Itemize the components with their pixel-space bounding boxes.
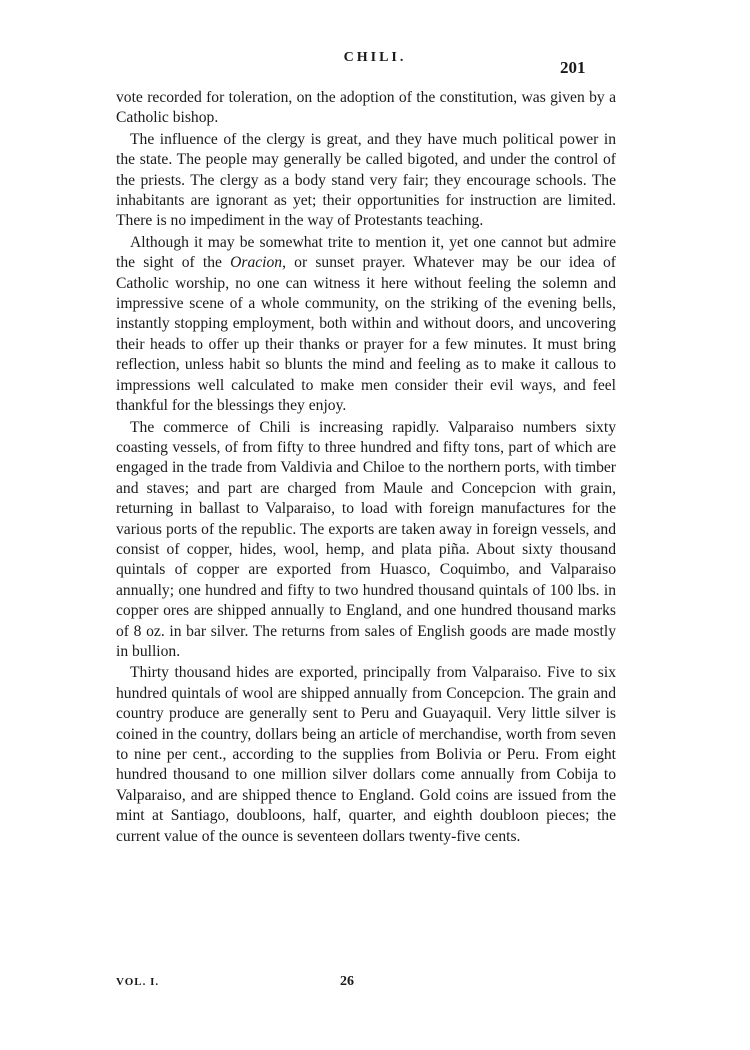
running-title: CHILI. <box>343 50 407 65</box>
volume-signature: VOL. I. <box>116 976 160 988</box>
text-run: The commerce of Chili is increasing rapidly. Valparaiso numbers sixty coasting vessels, of from fifty to three hundred and fifty tons, part of which are engaged in the trade from Valdivia and Chiloe to the northern ports, with timber and staves; and part are charged from Maule and Concepcion with grain, returning in ballast to Valparaiso, to load with foreign manufactures for the various ports of the republic. The exports are taken away in foreign vessels, and consist of copper, hides, wool, hemp, and plata piña. About sixty thousand quintals of copper are exported from Huasco, Coquimbo, and Valparaiso annually; one hundred and fifty to two hundred thousand quintals of 100 lbs. in copper ores are shipped annually to England, and one hundred thousand marks of 8 oz. in bar silver. The returns from sales of English goods are made mostly in bullion. <box>116 418 616 660</box>
sheet-number: 26 <box>340 974 354 989</box>
paragraph <box>116 233 616 417</box>
paragraph <box>116 663 616 847</box>
text-run: vote recorded for toleration, on the adoption of the constitution, was given by a Catholic bishop. <box>116 89 616 127</box>
text-run: The influence of the clergy is great, and they have much political power in the state. The people may generally be called bigoted, and under the control of the priests. The clergy as a body stand very fair; they encourage schools. The inhabitants are ignorant as yet; their opportunities for instruction are limited. There is no impediment in the way of Protestants teaching. <box>116 130 616 230</box>
italic-term: Oracion <box>230 254 283 272</box>
body-text <box>116 88 616 847</box>
text-run: Although it may be somewhat trite to mention it, yet one cannot but admire the sight of the <box>116 233 616 272</box>
paragraph <box>116 88 616 129</box>
paragraph <box>116 130 616 232</box>
text-run: , or sunset prayer. Whatever may be our idea of Catholic worship, no one can witness it here without feeling the solemn and impressive scene of a whole community, on the striking of the evening bells, instantly stopping employment, both within and without doors, and uncovering their heads to offer up their thanks or prayer for a few minutes. It must bring reflection, unless habit so blunts the mind and feeling as to make it callous to impressions well calculated to make men consider their evil ways, and feel thankful for the blessings they enjoy. <box>116 254 617 415</box>
page-number: 201 <box>560 58 586 77</box>
text-run: Thirty thousand hides are exported, principally from Valparaiso. Five to six hundred quintals of wool are shipped annually from Concepcion. The grain and country produce are generally sent to Peru and Guayaquil. Very little silver is coined in the country, dollars being an article of merchandise, worth from seven to nine per cent., according to the supplies from Bolivia or Peru. From eight hundred thousand to one million silver dollars come annually from Cobija to Valparaiso, and are shipped thence to England. Gold coins are issued from the mint at Santiago, doubloons, half, quarter, and eighth doubloon pieces; the current value of the ounce is seventeen dollars twenty-five cents. <box>116 664 616 845</box>
paragraph <box>116 418 616 663</box>
